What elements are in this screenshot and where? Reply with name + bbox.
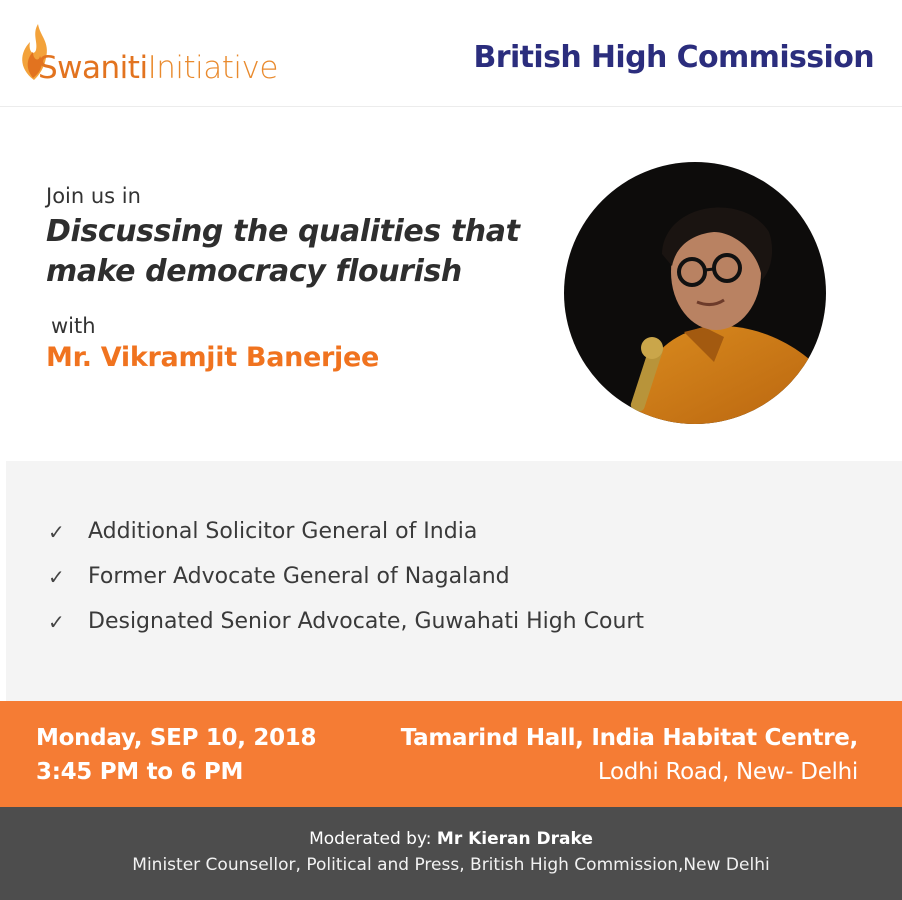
logo-part2: Initiative — [147, 50, 278, 86]
swaniti-logo — [16, 22, 286, 92]
header — [0, 0, 902, 107]
event-datetime — [36, 721, 316, 789]
check-icon: ✓ — [48, 609, 65, 634]
list-item — [48, 509, 644, 554]
speaker-name: Mr. Vikramjit Banerjee — [46, 342, 380, 373]
credential-text: Designated Senior Advocate, Guwahati High Court — [88, 609, 645, 634]
moderator-name: Mr Kieran Drake — [436, 829, 593, 849]
venue-line-2: Lodhi Road, New- Delhi — [597, 759, 858, 785]
moderated-label: Moderated by: — [309, 829, 432, 849]
credentials-list — [48, 509, 644, 644]
credentials-panel — [6, 461, 902, 701]
event-date: Monday, SEP 10, 2018 — [36, 725, 317, 751]
topic-line-1: Discussing the qualities that — [46, 214, 520, 249]
logo-wordmark — [38, 50, 278, 86]
list-item — [48, 599, 644, 644]
check-icon: ✓ — [48, 564, 65, 589]
intro-section — [46, 184, 566, 373]
topic-line-2: make democracy flourish — [46, 254, 462, 289]
with-text: with — [51, 314, 96, 338]
list-item — [48, 554, 644, 599]
credential-text: Additional Solicitor General of India — [88, 519, 478, 544]
logo-part1: Swaniti — [38, 50, 148, 86]
moderator-footer — [0, 807, 902, 900]
event-venue — [401, 721, 858, 789]
moderator-role: Minister Counsellor, Political and Press, British High Commission,New Delhi — [132, 855, 770, 875]
venue-line-1: Tamarind Hall, India Habitat Centre, — [400, 725, 858, 751]
event-details-bar — [0, 701, 902, 807]
topic-title — [46, 212, 566, 292]
join-text: Join us in — [46, 184, 141, 208]
partner-name: British High Commission — [473, 40, 874, 75]
speaker-photo — [564, 162, 826, 424]
moderator-line — [0, 829, 902, 849]
check-icon: ✓ — [48, 519, 65, 544]
credential-text: Former Advocate General of Nagaland — [88, 564, 510, 589]
event-time: 3:45 PM to 6 PM — [36, 759, 244, 785]
